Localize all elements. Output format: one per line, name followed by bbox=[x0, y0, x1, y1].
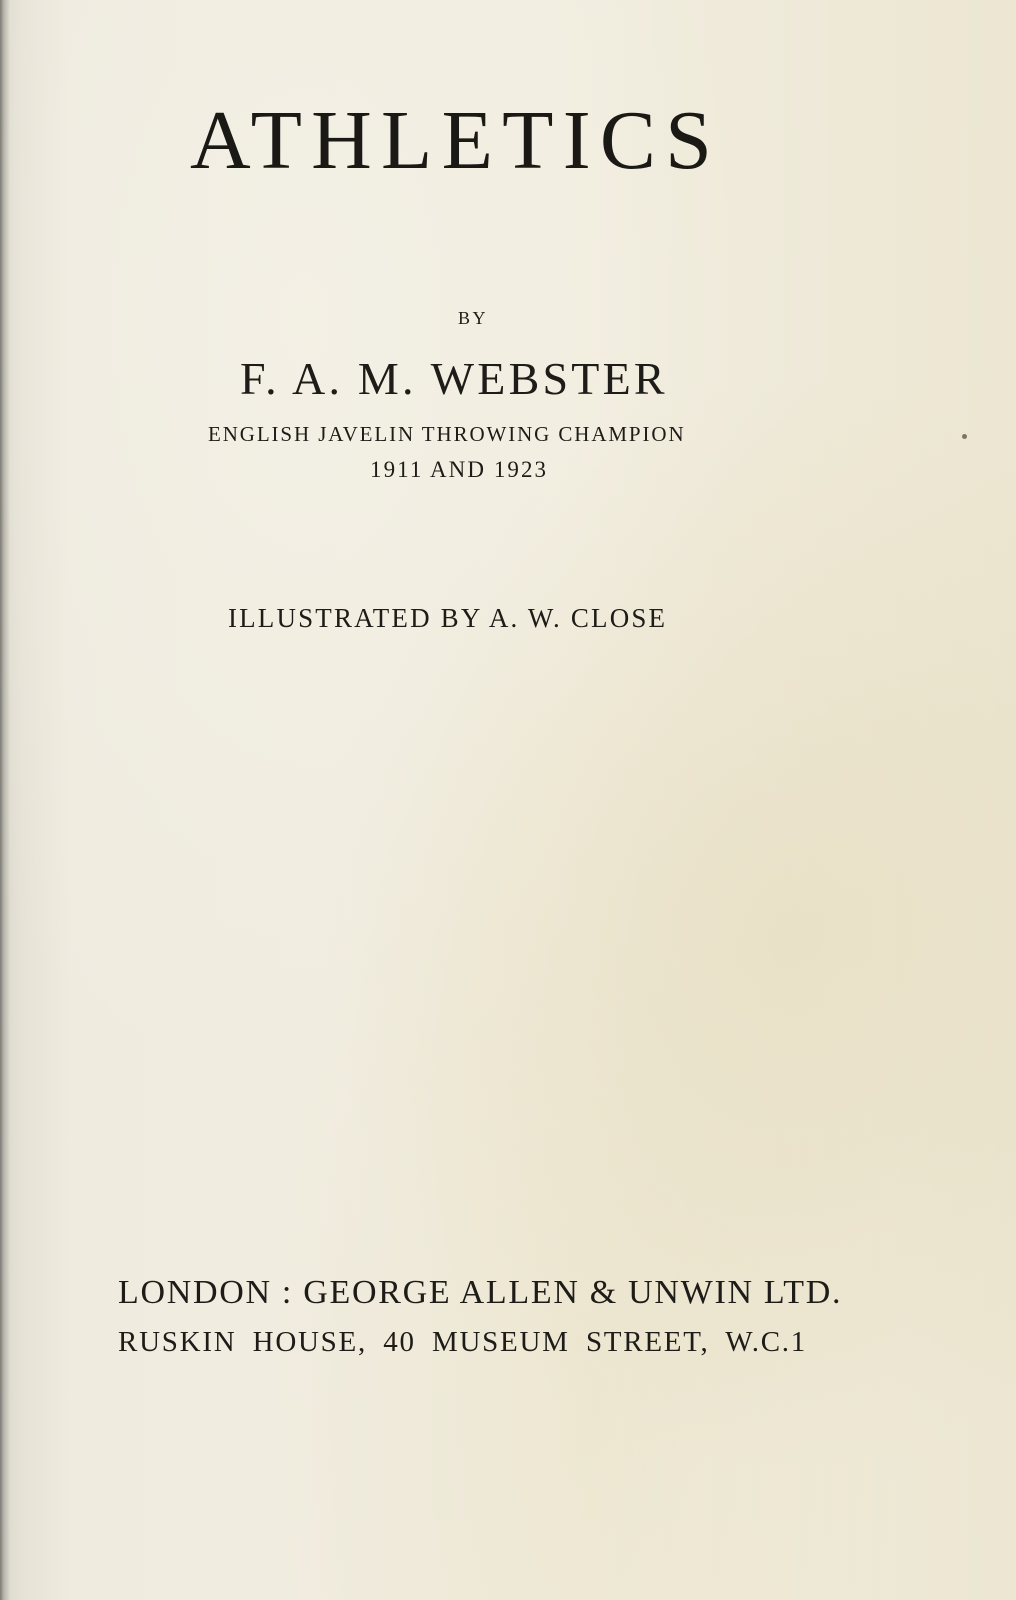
byline-label: BY bbox=[458, 308, 489, 328]
illustrator-credit: ILLUSTRATED BY A. W. CLOSE bbox=[228, 603, 668, 633]
author-credential: ENGLISH JAVELIN THROWING CHAMPION bbox=[208, 422, 686, 446]
author-name: F. A. M. WEBSTER bbox=[240, 353, 668, 404]
paper-speck bbox=[962, 434, 967, 439]
publisher-imprint: LONDON : GEORGE ALLEN & UNWIN LTD. bbox=[118, 1274, 843, 1311]
book-title: ATHLETICS bbox=[190, 94, 722, 187]
championship-years: 1911 AND 1923 bbox=[370, 457, 549, 482]
binding-shadow bbox=[0, 0, 10, 1600]
publisher-address: RUSKIN HOUSE, 40 MUSEUM STREET, W.C.1 bbox=[118, 1326, 808, 1358]
